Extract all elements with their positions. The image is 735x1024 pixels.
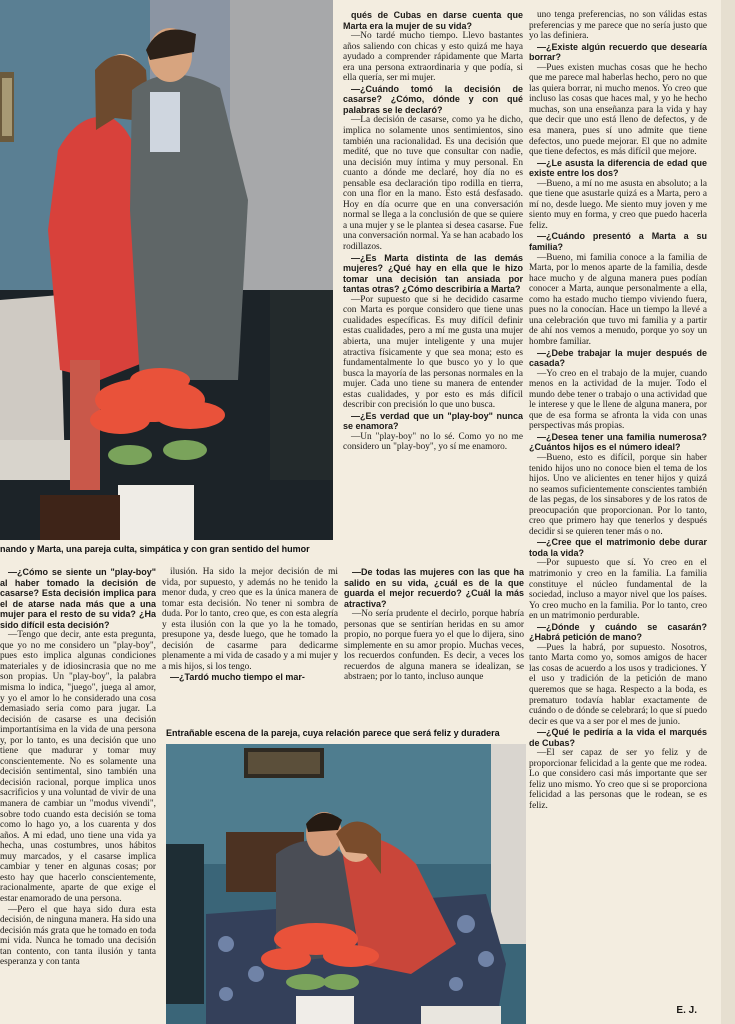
couple-standing-photo [0,0,333,540]
author-signature: E. J. [676,1005,697,1016]
interview-question: qués de Cubas en darse cuenta que Marta era la mujer de su vida? [343,10,523,31]
interview-answer: —No tardé mucho tiempo. Llevo bastantes años saliendo con chicas y esto quizá me haya ayudado a comprender rápidamente que Marta era una persona extraordinaria y que podía, si ella quería, ser mi mujer. [343,31,523,84]
article-column-far-right [529,10,707,1005]
interview-answer: uno tenga preferencias, no son válidas estas preferencias y me parece que no sería justo que yo las definiera. [529,10,707,42]
interview-question: —¿Le asusta la diferencia de edad que existe entre los dos? [529,157,707,179]
interview-question: —¿Debe trabajar la mujer después de casada? [529,347,707,369]
interview-answer: —Bueno, esto es difícil, porque sin haber tenido hijos uno no conoce bien el tema de los hijos. Uno ve alicientes en tener hijos y quizá no seamos suficientemente conscientes también de las pegas, de los sinsabores y de los ratos de preocupación que proporcionan. Por lo tanto, creo que primero hay que tenerlos y después decidir si se quieren tener más o no. [529,452,707,537]
interview-answer: —Por supuesto que sí. Yo creo en el matrimonio y creo en la familia. La familia constituye el núcleo fundamental de la sociedad, incluso a mayor nivel que los países. Yo creo mucho en la familia. Por lo tanto, creo en un matrimonio perdurable. [529,558,707,622]
interview-question: —¿Qué le pediría a la vida el marqués de Cubas? [529,727,707,748]
interview-answer: —No sería prudente el decirlo, porque habría personas que se sentirían heridas en su amor propio, no porque fuera yo el que lo dijera, sino simplemente en su amor propio. Muchas veces, los recuerdos confunden. Es decir, a veces los recuerdos de alguna manera se idealizan, se abstraen; por lo tanto, incluso aunque [344,609,524,683]
interview-question: —¿Dónde y cuándo se casarán? ¿Habrá petición de mano? [529,621,707,643]
interview-question: —¿Tardó mucho tiempo el mar- [170,672,305,683]
interview-question: —¿Es Marta distinta de las demás mujeres? ¿Qué hay en ella que le hizo tomar una decisión tan ansiada por tantas otras? ¿Cómo describiría a Marta? [343,252,523,295]
interview-question: —¿Cuándo presentó a Marta a su familia? [529,231,707,253]
interview-question: —¿Existe algún recuerdo que desearía borrar? [529,41,707,63]
interview-answer: —Pero el que haya sido dura esta decisión, de ninguna manera. Ha sido una decisión más grata que he tomado en toda mi vida. Nunca he tomado una decisión tan contento, con tanta ilusión y tanta esperanza y con tanta [0,904,156,968]
couple-standing-illustration [0,0,333,540]
interview-answer: —Yo creo en el trabajo de la mujer, cuando menos en la actividad de la mujer. Todo el mundo debe tener o trabajo o una actividad que le interese y que le llene de alguna manera, por que de esa forma se afronta la vida con unas perspectivas más propias. [529,368,707,432]
article-column-bottom-left [0,567,156,1024]
couple-sofa-photo [166,744,526,1024]
interview-answer: —Pues la habrá, por supuesto. Nosotros, tanto Marta como yo, somos amigos de hacer las cosas de acuerdo a los usos y tradiciones. Y el uso y tradición de la petición de mano queremos que se haga. Respecto a la boda, es prematuro todavía hablar exactamente de cuándo o de dónde se celebrará; lo que sí puedo decir es que va a ser por el mes de junio. [529,642,707,727]
interview-answer: —Bueno, a mí no me asusta en absoluto; a la que tiene que asustarle quizá es a Marta, pero a mí no, desde luego. Me siento muy joven y me siento muy en forma, y creo que puedo hacerla feliz. [529,178,707,231]
interview-answer: —El ser capaz de ser yo feliz y de proporcionar felicidad a la gente que me rodea. Lo que considero casi más importante que ser feliz uno mismo. Yo creo que si se proporciona felicidad a las personas que le rodean, se es feliz. [529,748,707,812]
interview-answer: —La decisión de casarse, como ya he dicho, implica no solamente unos sentimientos, sino también una racionalidad. Es una decisión que medité, que no tuve que consultar con nadie, una decisión muy íntima y muy personal. En cuanto a dónde me declaré, hoy día no es pensable esa declaración tipo rodilla en tierra, con una flor en la mano. Esto está desfasado. Hoy en día ocurre que en una conversación normal se llega a la conclusión de que se quiere a una mujer y se le plantea si desea casarse. Fue una conversación normal. Ya se han acabado los rodillazos. [343,115,523,253]
interview-answer: —Bueno, mi familia conoce a la familia de Marta, por lo menos aparte de la familia, desde hace mucho y de alguna manera pues podían conocer a Marta, aunque personalmente a ella, como ha estado mucho tiempo viviendo fuera, pues no la conocían. Hace un tiempo la llevé a una celebración que tuvo mi familia y a partir de ahí nos vemos a menudo, porque yo soy un hombre familiar. [529,252,707,347]
interview-question: —¿Es verdad que un "play-boy" nunca se enamora? [343,410,523,432]
interview-question: —¿Cuándo tomó la decisión de casarse? ¿Cómo, dónde y con qué palabras se le declaró? [343,83,523,115]
interview-answer: —Un "play-boy" no lo sé. Como yo no me considero un "play-boy", yo sí me enamoro. [343,431,523,453]
interview-question: —De todas las mujeres con las que ha salido en su vida, ¿cuál es de la que guarda el mejor recuerdo? ¿Cuál la más atractiva? [344,567,524,609]
photo-caption-bottom: Entrañable escena de la pareja, cuya relación parece que será feliz y duradera [166,728,500,738]
article-column-bottom-center [162,567,338,719]
article-column-bottom-right [344,567,524,719]
couple-sofa-illustration [166,744,526,1024]
interview-answer: —Tengo que decir, ante esta pregunta, que yo no me considero un "play-boy", pues esto implica algunas condiciones materiales y de idiosincrasia que no me son propias. Un "play-boy", la palabra misma lo indica, "juego", juega al amor, y yo el amor lo he considerado una cosa demasiado seria como para jugar. La decisión de casarse es una decisión importantísima en la vida de una persona y, por lo tanto, es una decisión que uno tiene que madurar y tomar muy conscientemente. No es solamente una decisión sentimental, sino también una decisión racional, porque implica unos sacrificios y una voluntad de vivir de una manera de cambiar un "modus vivendi", sobre todo cuando esta decisión se toma como lo hago yo, a los cuarenta y dos años. A mi edad, uno tiene una vida ya hecha, unas costumbres, unos hábitos muy marcados, y el casarse implica cambiar y tener en algunas cosas; por esto hay que hacerlo conscientemente, racionalmente, aparte de que exige el estar enamorado de una persona. [0,630,156,904]
interview-question: —¿Cómo se siente un "play-boy" al haber tomado la decisión de casarse? Esta decisión implica para el de atarse nada más que a una mujer para el resto de su vida? ¿Ha sido difícil esta decisión? [0,567,156,630]
interview-answer: —Por supuesto que si he decidido casarme con Marta es porque considero que tiene unas cualidades específicas. Es muy difícil definir estas cualidades, pero a mí me gusta una mujer abierta, una mujer inteligente y una mujer atractiva físicamente y que sea mona; esto es fundamentalmente lo que busco yo y lo que busca la mayoría de las personas normales en la mujer. Cada uno tiene su manera de entender estas cualidades, y por esto es más difícil describir con precisión lo que uno busca. [343,294,523,411]
interview-answer: —Pues existen muchas cosas que he hecho que me parece mal haberlas hecho, pero no que las quiera borrar, ni mucho menos. Yo creo que incluso las cosas que haces mal, y yo he hecho muchas, son una enseñanza para la vida y hay que decir que uno está lleno de defectos, y de esa manera, pues sí uno admite que tiene defectos, uno puede mejorar. El que no admite que tiene defectos, es más difícil que mejore. [529,62,707,158]
interview-answer: ilusión. Ha sido la mejor decisión de mi vida, por supuesto, y además no he tenido la menor duda, y creo que es la única manera de tomar esta decisión. No tener ni sombra de duda. Por lo tanto, creo que, es con esta alegría y esta ilusión con la que yo la he tomado, presupone ya, desde luego, que he tomado la decisión de casarme para dedicarme plenamente a mi vida de casado y a mi mujer y a mis hijos, si los tengo. [162,567,338,672]
interview-question: —¿Desea tener una familia numerosa? ¿Cuántos hijos es el número ideal? [529,431,707,453]
page-edge [721,0,735,1024]
photo-caption-top: nando y Marta, una pareja culta, simpática y con gran sentido del humor [0,544,310,554]
interview-question: —¿Cree que el matrimonio debe durar toda la vida? [529,537,707,558]
